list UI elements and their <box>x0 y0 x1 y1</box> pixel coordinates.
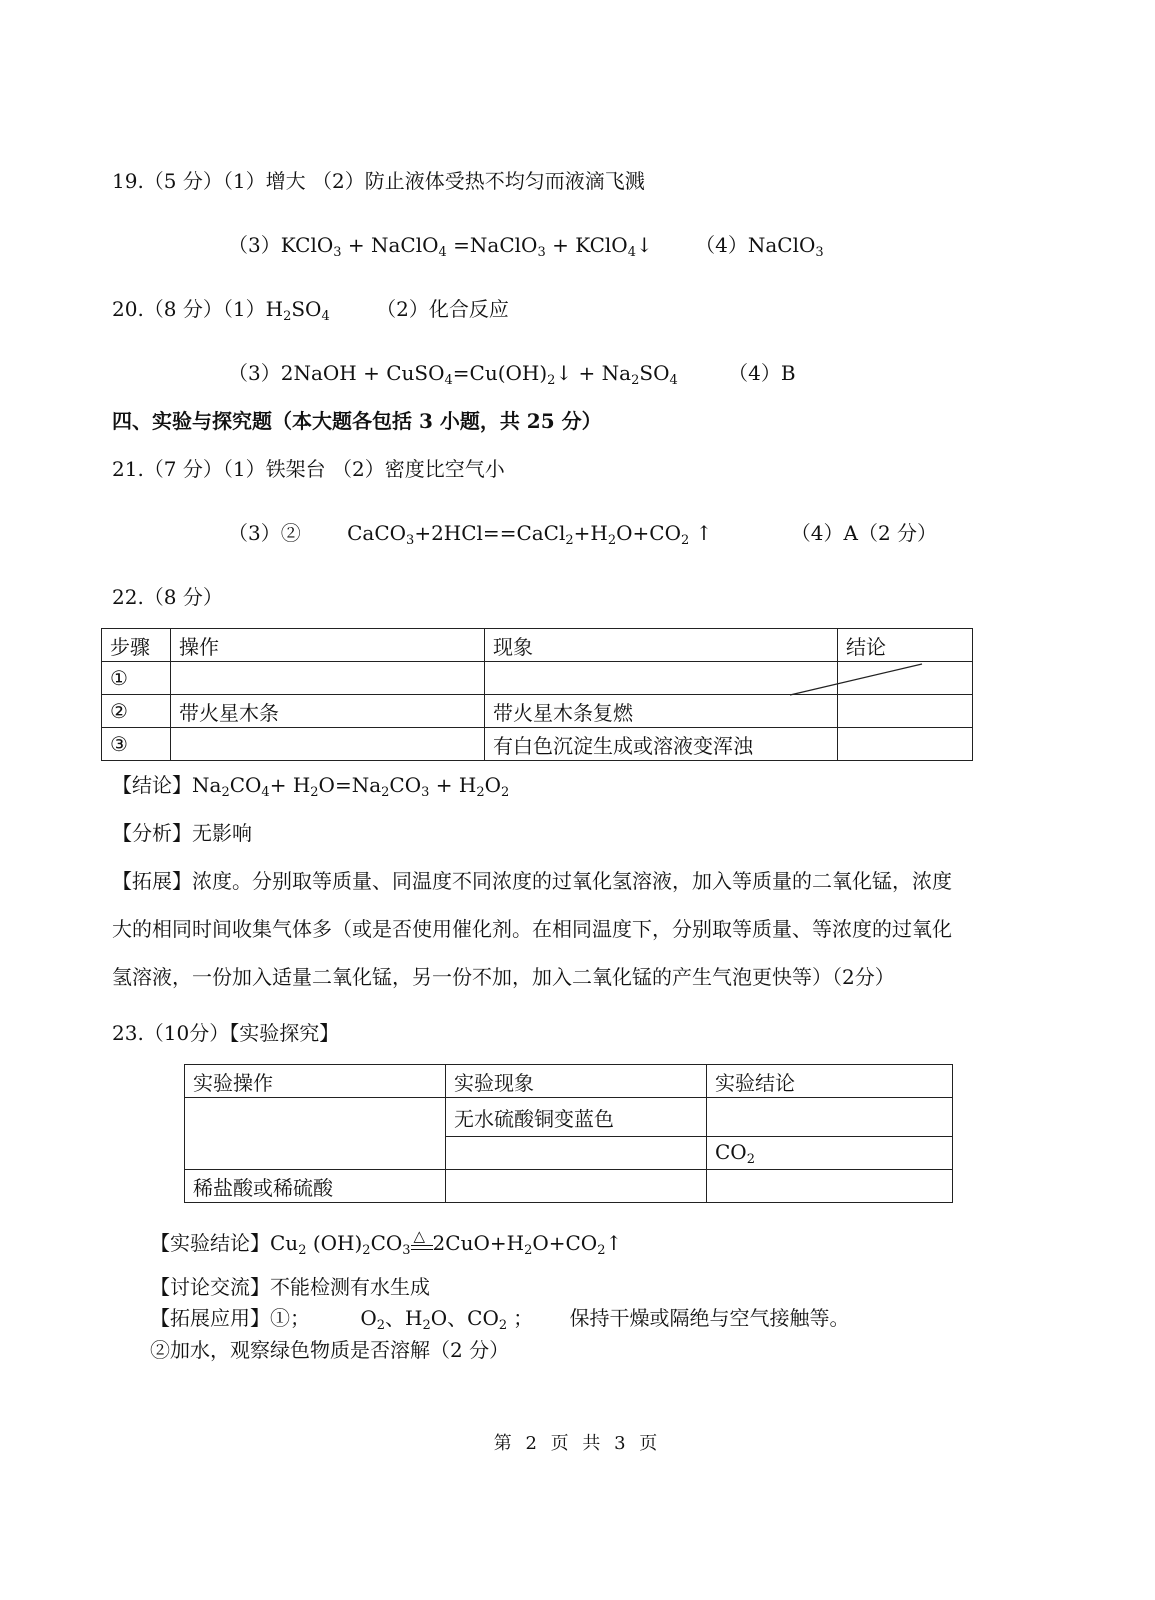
q19-line2 <box>228 232 824 266</box>
eq-sub: 2 <box>597 1243 606 1258</box>
q23-discussion: 【讨论交流】不能检测有水生成 <box>150 1275 430 1299</box>
heat-equals-sign <box>411 1227 433 1250</box>
q20-answer-1-label: （1） <box>222 297 266 321</box>
table-header-cell: 结论 <box>838 629 973 662</box>
eq-part: Cu <box>270 1231 299 1255</box>
q20-answer-1: H <box>265 297 284 321</box>
q21-answer-4: （4）A（2 分） <box>790 521 938 545</box>
q19-eq-part: ↓ <box>635 233 653 257</box>
table-cell: ③ <box>102 728 171 761</box>
q22-table <box>101 628 973 761</box>
q20-number: 20.（8 分） <box>112 297 223 321</box>
table-cell <box>185 1098 446 1170</box>
q21-eq-sub: 3 <box>406 533 415 548</box>
table-cell: 带火星木条 <box>171 695 485 728</box>
q21-answer-3-label: （3）② <box>228 521 301 545</box>
application-text: 保持干燥或隔绝与空气接触等。 <box>569 1306 850 1330</box>
table-row <box>102 695 973 728</box>
eq-part: CO <box>370 1231 403 1255</box>
q21-eq-sub: 2 <box>565 533 574 548</box>
eq-part: (OH) <box>306 1231 363 1255</box>
eq-part: 、H <box>385 1306 423 1330</box>
eq-sub: 3 <box>421 785 430 800</box>
heat-triangle-icon: △ <box>413 1227 426 1245</box>
table-cell: 带火星木条复燃 <box>485 695 838 728</box>
eq-part: O=Na <box>318 773 382 797</box>
eq-part: CO <box>389 773 422 797</box>
q20-eq-part: 2NaOH + CuSO <box>280 361 445 385</box>
q19-eq-sub: 4 <box>627 245 636 260</box>
table-cell <box>838 728 973 761</box>
table-header-cell: 实验结论 <box>707 1065 953 1098</box>
table-cell <box>838 695 973 728</box>
q20-eq-sub: 2 <box>631 373 640 388</box>
q20-answer-3-label: （3） <box>228 361 281 385</box>
eq-part: ； <box>513 1306 534 1330</box>
q19-eq-part: =NaClO <box>446 233 538 257</box>
q20-answer-1: SO <box>291 297 322 321</box>
table-row <box>102 662 973 695</box>
q20-answer-1-sub: 2 <box>283 309 292 324</box>
q19-answer-1: （1）增大 <box>222 169 306 193</box>
q21-number: 21.（7 分） <box>112 457 223 481</box>
table-header-row <box>102 629 973 662</box>
eq-sub: 2 <box>376 1318 386 1333</box>
table-cell <box>446 1137 707 1170</box>
eq-sub: 2 <box>524 1243 533 1258</box>
table-cell: 稀盐酸或稀硫酸 <box>185 1170 446 1203</box>
table-cell <box>171 728 485 761</box>
q21-eq-part: +2HCl==CaCl <box>414 521 566 545</box>
eq-part: + H <box>269 773 311 797</box>
diagonal-slash <box>790 662 926 694</box>
eq-part: O、CO <box>430 1306 499 1330</box>
table-row <box>185 1098 953 1137</box>
q23-table <box>184 1064 953 1203</box>
eq-sub: 4 <box>261 785 270 800</box>
q21-eq-sub: 2 <box>681 533 690 548</box>
section-heading: 四、实验与探究题（本大题各包括 3 小题，共 25 分） <box>112 409 602 433</box>
table-row <box>185 1170 953 1203</box>
q20-eq-sub: 2 <box>547 373 556 388</box>
q22-conclusion <box>112 772 509 806</box>
table-cell <box>171 662 485 695</box>
eq-sub: 2 <box>498 1318 508 1333</box>
eq-sub: 2 <box>310 785 319 800</box>
eq-sub: 2 <box>298 1243 307 1258</box>
co2-sub: 2 <box>746 1151 755 1167</box>
eq-part: O <box>484 773 501 797</box>
q23-application-2: ②加水，观察绿色物质是否溶解（2 分） <box>150 1338 510 1362</box>
q20-line2 <box>228 360 796 394</box>
q21-eq-part: +H <box>573 521 608 545</box>
table-header-cell: 步骤 <box>102 629 171 662</box>
q21-eq-sub: 2 <box>607 533 617 548</box>
eq-part: O+CO <box>532 1231 598 1255</box>
q19-answer-4-sub: 3 <box>815 245 824 260</box>
table-header-cell: 现象 <box>485 629 838 662</box>
table-header-cell: 操作 <box>171 629 485 662</box>
eq-sub: 3 <box>402 1243 411 1258</box>
co2-text: CO <box>715 1139 747 1164</box>
q19-eq-sub: 4 <box>438 245 447 260</box>
page-footer: 第 2 页 共 3 页 <box>493 1433 662 1454</box>
q21-eq-part: CaCO <box>347 521 407 545</box>
q19-eq-part: + NaClO <box>341 233 439 257</box>
table-cell <box>707 1170 953 1203</box>
exp-conclusion-label: 【实验结论】 <box>150 1231 270 1255</box>
q20-eq-part: ↓ + Na <box>555 361 632 385</box>
q22-extension-3: 氢溶液，一份加入适量二氧化锰，另一份不加，加入二氧化锰的产生气泡更快等）（2分） <box>112 965 895 989</box>
q19-answer-3-label: （3） <box>228 233 281 257</box>
table-header-row <box>185 1065 953 1098</box>
q22-number: 22.（8 分） <box>112 585 223 609</box>
q23-exp-conclusion <box>150 1227 623 1264</box>
application-label: 【拓展应用】①； <box>150 1306 310 1330</box>
q19-answer-4: NaClO <box>747 233 816 257</box>
q20-eq-part: =Cu(OH) <box>452 361 548 385</box>
q19-line1 <box>112 168 645 194</box>
q23-application-1 <box>150 1305 850 1339</box>
eq-sub: 2 <box>381 785 390 800</box>
q21-answer-1: （1）铁架台 <box>222 457 326 481</box>
eq-sub: 2 <box>422 1318 431 1333</box>
q22-analysis: 【分析】无影响 <box>112 821 252 845</box>
table-cell: ② <box>102 695 171 728</box>
q19-eq-part: KClO <box>280 233 334 257</box>
q22-extension-1: 【拓展】浓度。分别取等质量、同温度不同浓度的过氧化氢溶液，加入等质量的二氧化锰，浓度 <box>112 869 952 893</box>
table-cell <box>485 662 838 695</box>
q19-eq-sub: 3 <box>537 245 546 260</box>
q20-answer-1-sub: 4 <box>321 309 330 324</box>
q20-eq-sub: 4 <box>444 373 453 388</box>
q20-eq-sub: 4 <box>669 373 678 388</box>
conclusion-label: 【结论】 <box>112 773 192 797</box>
q19-answer-4-label: （4） <box>695 233 748 257</box>
q19-answer-2: （2）防止液体受热不均匀而液滴飞溅 <box>311 169 645 193</box>
q20-answer-4: （4）B <box>728 361 796 385</box>
table-cell-slashed <box>838 662 973 695</box>
eq-part: ↑ <box>605 1231 623 1255</box>
eq-sub: 2 <box>476 785 485 800</box>
q21-eq-part: ↑ <box>689 521 713 545</box>
table-row <box>102 728 973 761</box>
table-cell: 无水硫酸铜变蓝色 <box>446 1098 707 1137</box>
table-header-cell: 实验操作 <box>185 1065 446 1098</box>
eq-sub: 2 <box>221 785 230 800</box>
eq-part: 2CuO+H <box>432 1231 525 1255</box>
q22-extension-2: 大的相同时间收集气体多（或是否使用催化剂。在相同温度下，分别取等质量、等浓度的过氧化 <box>112 917 952 941</box>
q21-line2 <box>228 520 937 554</box>
q20-answer-2: （2）化合反应 <box>376 297 509 321</box>
table-header-cell: 实验现象 <box>446 1065 707 1098</box>
table-cell: ① <box>102 662 171 695</box>
q21-answer-2: （2）密度比空气小 <box>331 457 505 481</box>
eq-part: CO <box>229 773 262 797</box>
eq-part: O <box>360 1306 377 1330</box>
table-cell <box>707 1137 953 1170</box>
q19-eq-part: + KClO <box>545 233 628 257</box>
table-cell <box>446 1170 707 1203</box>
q23-number: 23.（10分）【实验探究】 <box>112 1021 340 1045</box>
q19-eq-sub: 3 <box>333 245 342 260</box>
eq-sub: 2 <box>362 1243 371 1258</box>
q19-number: 19.（5 分） <box>112 169 223 193</box>
eq-sub: 2 <box>501 785 510 800</box>
q21-line1 <box>112 456 505 482</box>
eq-part: + H <box>429 773 477 797</box>
q21-eq-part: O+CO <box>616 521 682 545</box>
eq-part: Na <box>192 773 222 797</box>
table-cell: 有白色沉淀生成或溶液变浑浊 <box>485 728 838 761</box>
table-cell <box>707 1098 953 1137</box>
q20-line1 <box>112 296 509 330</box>
q20-eq-part: SO <box>639 361 670 385</box>
